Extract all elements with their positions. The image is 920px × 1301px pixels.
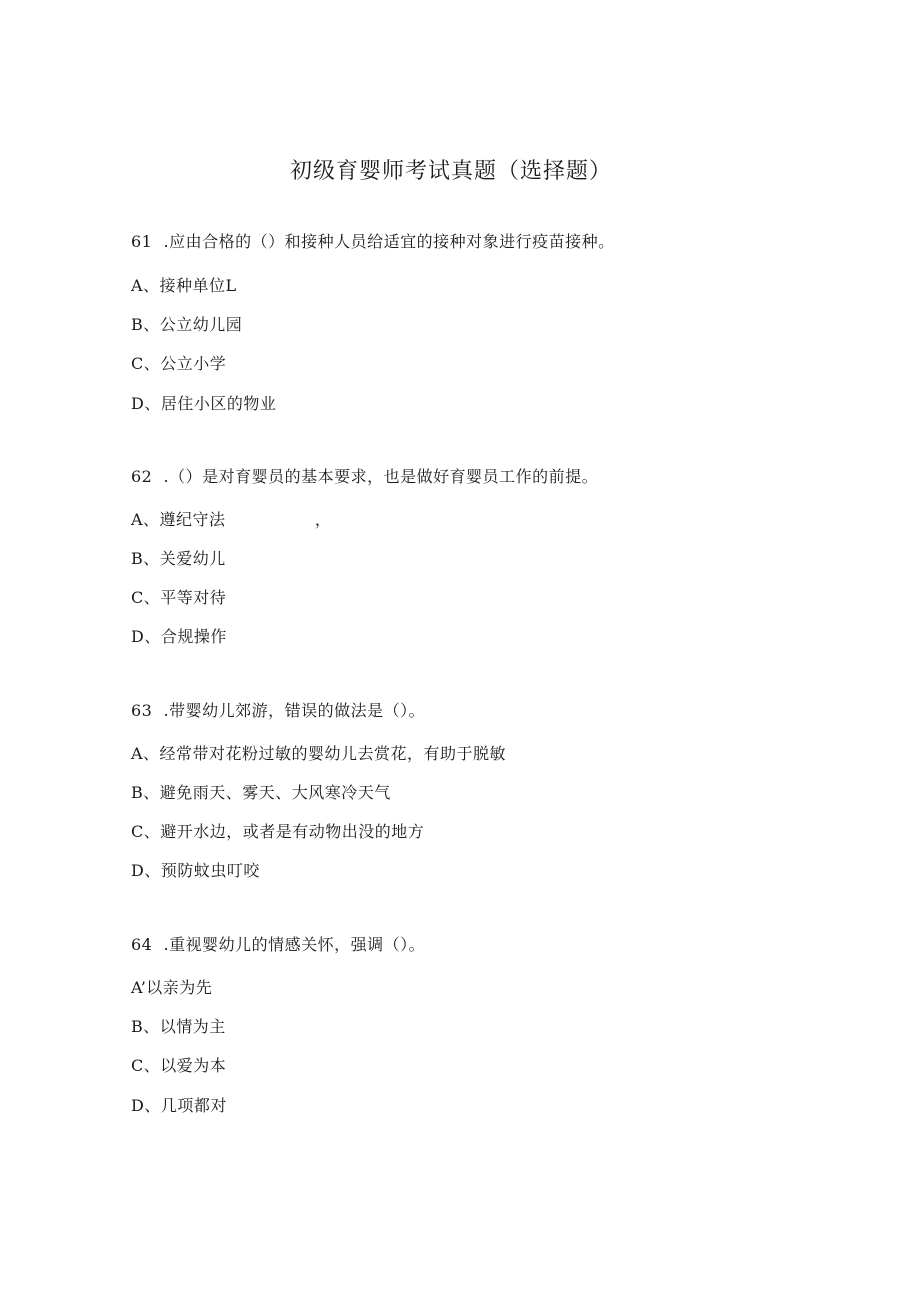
question-62-option-c: C、平等对待 <box>131 588 227 607</box>
page-title: 初级育婴师考试真题（选择题） <box>289 159 612 184</box>
question-62-option-a: A、遵纪守法 ， <box>131 510 332 529</box>
question-62-option-d: D、合规操作 <box>131 627 227 646</box>
question-63-option-a: A、经常带对花粉过敏的婴幼儿去赏花，有助于脱敏 <box>131 744 507 763</box>
question-61-option-a: A、接种单位L <box>131 276 237 295</box>
question-61-stem: 61 .应由合格的（）和接种人员给适宜的接种对象进行疫苗接种。 <box>131 232 615 251</box>
question-64-option-b: B、以情为主 <box>131 1017 226 1036</box>
question-63-option-d: D、预防蚊虫叮咬 <box>131 861 260 880</box>
question-64-option-d: D、几项都对 <box>131 1096 227 1115</box>
question-62-option-b: B、关爱幼儿 <box>131 549 226 568</box>
question-63-option-b: B、避免雨天、雾天、大风寒冷天气 <box>131 783 391 802</box>
question-64-option-a: A’以亲为先 <box>131 978 213 997</box>
question-62-stem: 62 .（）是对育婴员的基本要求，也是做好育婴员工作的前提。 <box>131 467 599 486</box>
question-61-option-c: C、公立小学 <box>131 354 227 373</box>
question-63-stem: 63 .带婴幼儿郊游，错误的做法是（）。 <box>131 701 426 720</box>
question-64-stem: 64 .重视婴幼儿的情感关怀，强调（）。 <box>131 935 426 954</box>
question-64-option-c: C、以爱为本 <box>131 1056 227 1075</box>
question-63-option-c: C、避开水边，或者是有动物出没的地方 <box>131 822 425 841</box>
question-61-option-d: D、居住小区的物业 <box>131 394 277 413</box>
question-61-option-b: B、公立幼儿园 <box>131 315 243 334</box>
